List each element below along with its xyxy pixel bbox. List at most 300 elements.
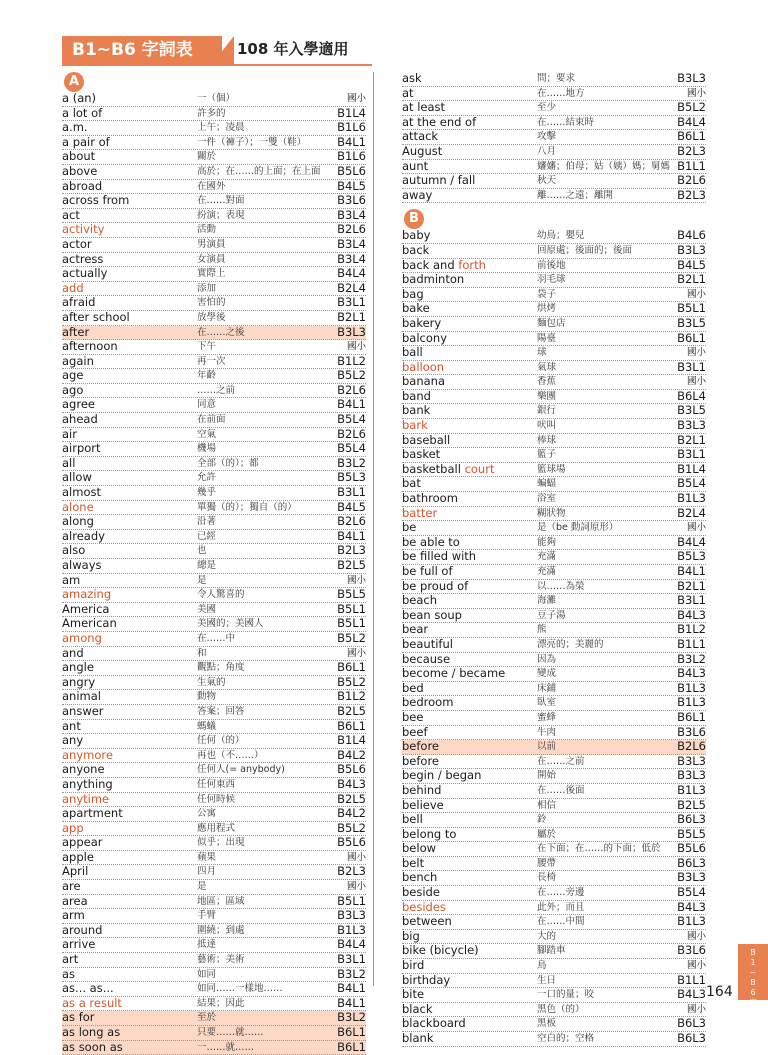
entry-lesson: B2L1	[337, 309, 366, 324]
entry-word: among	[62, 630, 102, 645]
entry-meaning: 海灘	[537, 595, 557, 607]
entry-meaning: 充滿	[537, 551, 557, 563]
list-item	[402, 375, 706, 390]
entry-meaning: 沿著	[197, 516, 217, 528]
list-item	[402, 799, 706, 814]
entry-meaning: 美國的；美國人	[197, 618, 264, 630]
list-item	[402, 580, 706, 595]
entry-meaning: 在前面	[197, 414, 226, 426]
entry-word: American	[62, 616, 117, 631]
entry-lesson: B2L5	[337, 558, 366, 572]
entry-lesson: B5L6	[337, 762, 366, 777]
list-item	[62, 180, 366, 195]
entry-lesson: B4L1	[337, 528, 366, 543]
entry-meaning: 至少	[537, 102, 557, 114]
entry-word: beautiful	[402, 636, 453, 651]
entry-word: are	[62, 879, 81, 894]
list-item	[62, 413, 366, 428]
entry-meaning: 充滿	[537, 566, 557, 577]
entry-lesson: B2L1	[677, 432, 706, 447]
word-list-b	[402, 229, 706, 1046]
entry-lesson: B1L2	[337, 353, 366, 368]
entry-meaning: 一……就……	[197, 1041, 255, 1053]
entry-word: and	[62, 645, 84, 660]
side-index-tab: B 1 ~ B 6 字 詞 表	[738, 944, 768, 1000]
list-item	[62, 253, 366, 268]
list-item	[62, 997, 366, 1012]
entry-lesson: B3L6	[677, 724, 706, 739]
entry-word: blackboard	[402, 1016, 466, 1031]
entry-lesson: 國小	[346, 647, 366, 659]
entry-lesson: B3L5	[677, 403, 706, 418]
list-item	[402, 638, 706, 653]
entry-meaning: 熊	[537, 624, 547, 636]
entry-word: afternoon	[62, 339, 118, 354]
entry-lesson: B2L5	[337, 703, 366, 718]
entry-lesson: B4L3	[677, 899, 706, 914]
list-item	[402, 259, 706, 274]
list-item	[62, 530, 366, 545]
header-underline	[62, 64, 372, 66]
entry-lesson: B6L1	[337, 660, 366, 675]
word-list-a-continued	[402, 72, 706, 203]
entry-lesson: B5L4	[337, 412, 366, 427]
list-item	[62, 457, 366, 472]
entry-lesson: B4L4	[337, 937, 366, 952]
entry-word: anyone	[62, 762, 105, 777]
entry-word: belt	[402, 855, 425, 870]
entry-meaning: 應用程式	[197, 822, 236, 834]
entry-word: believe	[402, 797, 444, 812]
entry-word: appear	[62, 835, 103, 850]
entry-lesson: B1L6	[337, 120, 366, 135]
list-item	[402, 317, 706, 332]
entry-lesson: B1L2	[677, 622, 706, 637]
entry-lesson: B6L1	[337, 1039, 366, 1054]
entry-word: bear	[402, 622, 429, 637]
entry-lesson: B3L3	[677, 753, 706, 768]
entry-word: batter	[402, 505, 438, 520]
entry-word: begin / began	[402, 768, 482, 783]
entry-lesson: B2L4	[677, 505, 706, 520]
list-item	[402, 346, 706, 361]
entry-lesson: B4L2	[337, 806, 366, 821]
list-item	[402, 974, 706, 989]
entry-lesson: B1L3	[677, 914, 706, 929]
entry-meaning: 變成	[537, 668, 557, 680]
entry-word: banana	[402, 374, 446, 389]
entry-meaning: 在國外	[197, 180, 226, 192]
entry-word: answer	[62, 703, 104, 718]
entry-lesson: B2L6	[677, 739, 706, 754]
entry-word: angle	[62, 660, 94, 675]
entry-word: anymore	[62, 747, 113, 762]
entry-lesson: B5L2	[677, 100, 706, 115]
entry-word: between	[402, 914, 452, 929]
list-item	[62, 793, 366, 808]
entry-word: apartment	[62, 806, 123, 821]
entry-meaning: 烘烤	[537, 303, 557, 315]
entry-word: as soon as	[62, 1039, 123, 1054]
entry-lesson: B1L4	[337, 105, 366, 120]
entry-lesson: B1L3	[337, 922, 366, 937]
list-item	[402, 682, 706, 697]
entry-word: belong to	[402, 826, 457, 841]
entry-meaning: 下午	[197, 341, 217, 353]
entry-word: all	[62, 455, 76, 470]
list-item	[62, 107, 366, 122]
entry-meaning: 麵包店	[537, 317, 566, 329]
entry-lesson: B2L3	[337, 543, 366, 558]
entry-meaning: 觀點；角度	[197, 662, 245, 674]
entry-lesson: B2L1	[677, 578, 706, 593]
entry-word: always	[62, 558, 102, 572]
entry-word: alone	[62, 499, 94, 514]
entry-lesson: B1L3	[677, 782, 706, 797]
entry-lesson: B3L1	[337, 295, 366, 310]
entry-word: at least	[402, 100, 446, 115]
list-item	[402, 696, 706, 711]
entry-word: amazing	[62, 587, 112, 602]
entry-meaning: 一口的量；咬	[537, 989, 595, 1001]
list-item	[62, 953, 366, 968]
list-item	[62, 559, 366, 574]
entry-lesson: B2L3	[337, 864, 366, 879]
entry-meaning: 攻擊	[537, 131, 557, 143]
entry-meaning: 任何（的）	[197, 735, 245, 747]
entry-meaning: 黑色（的）	[537, 1003, 585, 1015]
entry-lesson: 國小	[346, 341, 366, 353]
entry-lesson: B2L6	[337, 514, 366, 529]
column-divider	[373, 72, 374, 986]
entry-meaning: 至於	[197, 1012, 217, 1024]
entry-word: ahead	[62, 412, 98, 427]
list-item	[62, 194, 366, 209]
entry-meaning: 令人驚喜的	[197, 589, 245, 601]
entry-lesson: 國小	[686, 522, 706, 534]
entry-lesson: B3L2	[677, 651, 706, 666]
entry-word: away	[402, 187, 433, 202]
list-item	[402, 959, 706, 974]
entry-lesson: 國小	[686, 960, 706, 972]
entry-lesson: B2L5	[677, 797, 706, 812]
entry-meaning: 在……之後	[197, 326, 245, 338]
list-item	[62, 851, 366, 866]
entry-meaning: 手臂	[197, 910, 217, 922]
entry-lesson: B6L1	[677, 129, 706, 144]
entry-meaning: 嬸嬸；伯母；姑（姨）媽；舅媽	[537, 160, 671, 172]
entry-meaning: 機場	[197, 443, 217, 455]
entry-word: ago	[62, 382, 84, 397]
list-item	[62, 136, 366, 151]
entry-word: August	[402, 143, 443, 158]
list-item	[62, 223, 366, 238]
list-item	[62, 661, 366, 676]
entry-meaning: 黑板	[537, 1018, 557, 1030]
entry-meaning: 腰帶	[537, 857, 557, 869]
entry-lesson: B3L3	[677, 768, 706, 783]
entry-word: be full of	[402, 564, 453, 578]
entry-word: ball	[402, 345, 423, 360]
entry-lesson: B4L4	[337, 266, 366, 281]
entry-word: bike (bicycle)	[402, 943, 479, 958]
entry-meaning: 單獨（的）；獨自（的）	[197, 501, 297, 513]
list-item	[62, 165, 366, 180]
entry-meaning: 生日	[537, 974, 557, 986]
entry-meaning: 回原處；後面的；後面	[537, 244, 633, 256]
section-letter-a: A	[64, 72, 84, 92]
list-item	[402, 769, 706, 784]
list-item	[402, 434, 706, 449]
list-item	[402, 145, 706, 160]
entry-meaning: 生氣的	[197, 676, 226, 688]
entry-lesson: B3L3	[677, 418, 706, 433]
entry-word: bakery	[402, 315, 442, 330]
list-item	[402, 1003, 706, 1018]
entry-meaning: 答案；回答	[197, 705, 245, 717]
entry-word: black	[402, 1001, 433, 1016]
entry-meaning: 一（個）	[197, 93, 236, 104]
entry-meaning: 是	[197, 574, 207, 586]
list-item	[62, 763, 366, 778]
entry-meaning: 香蕉	[537, 376, 557, 388]
entry-meaning: ……之前	[197, 384, 236, 396]
entry-lesson: B2L5	[337, 791, 366, 806]
entry-word: birthday	[402, 972, 451, 987]
entry-meaning: 此外；而且	[537, 901, 585, 913]
entry-word: basket	[402, 447, 441, 462]
entry-meaning: 是	[197, 881, 207, 893]
list-item	[402, 189, 706, 204]
entry-meaning: 豆子湯	[537, 609, 566, 621]
entry-meaning: 蜜蜂	[537, 711, 557, 723]
entry-meaning: 開始	[537, 770, 557, 782]
entry-lesson: B2L4	[337, 280, 366, 295]
entry-word: activity	[62, 222, 105, 237]
entry-lesson: B6L1	[677, 330, 706, 345]
entry-word: abroad	[62, 178, 103, 193]
entry-lesson: 國小	[686, 288, 706, 300]
entry-lesson: B5L6	[337, 163, 366, 178]
list-item	[62, 895, 366, 910]
entry-word: be filled with	[402, 549, 477, 564]
entry-lesson: B6L1	[677, 709, 706, 724]
entry-meaning: 糊狀物	[537, 507, 566, 519]
list-item	[402, 116, 706, 131]
entry-meaning: 問；要求	[537, 73, 576, 84]
entry-lesson: B1L1	[677, 636, 706, 651]
entry-lesson: 國小	[346, 851, 366, 863]
entry-meaning: 能夠	[537, 536, 557, 548]
entry-word: across from	[62, 193, 130, 208]
list-item	[62, 647, 366, 662]
list-item	[402, 536, 706, 551]
entry-word: as for	[62, 1010, 95, 1025]
entry-word: art	[62, 952, 79, 967]
entry-lesson: B5L2	[337, 674, 366, 689]
entry-meaning: 總是	[197, 560, 217, 571]
entry-meaning: 球	[537, 347, 547, 359]
entry-lesson: B6L1	[337, 1025, 366, 1039]
entry-meaning: 許多的	[197, 107, 226, 119]
entry-word: am	[62, 572, 81, 587]
entry-word: bag	[402, 286, 424, 301]
entry-word: as... as...	[62, 981, 114, 996]
entry-lesson: 國小	[346, 93, 366, 104]
entry-lesson: B4L3	[677, 607, 706, 622]
entry-lesson: B5L1	[337, 893, 366, 908]
list-item	[402, 565, 706, 580]
entry-lesson: B4L5	[337, 178, 366, 193]
list-item	[62, 938, 366, 953]
entry-meaning: 棒球	[537, 434, 557, 446]
entry-meaning: 男演員	[197, 238, 226, 250]
list-item	[62, 690, 366, 705]
entry-lesson: B5L2	[337, 820, 366, 835]
entry-word: balcony	[402, 330, 447, 345]
entry-word: below	[402, 841, 437, 856]
entry-word: baby	[402, 228, 431, 243]
entry-word: be	[402, 520, 417, 535]
list-item	[402, 130, 706, 145]
entry-lesson: B1L3	[677, 680, 706, 695]
entry-lesson: B5L5	[677, 826, 706, 841]
list-item	[402, 988, 706, 1003]
entry-lesson: B5L3	[337, 470, 366, 485]
entry-lesson: B5L1	[337, 616, 366, 631]
entry-lesson: B5L3	[677, 549, 706, 564]
entry-word: bathroom	[402, 491, 458, 506]
entry-meaning: 籃子	[537, 449, 557, 461]
entry-lesson: 國小	[686, 376, 706, 388]
list-item	[62, 880, 366, 895]
entry-meaning: 幼鳥；嬰兒	[537, 230, 585, 242]
list-item	[62, 865, 366, 880]
header-title: B1~B6 字詞表	[62, 36, 222, 64]
list-item	[62, 398, 366, 413]
entry-word: April	[62, 864, 89, 879]
entry-word: a.m.	[62, 120, 88, 135]
entry-word: as	[62, 966, 76, 981]
entry-meaning: 活動	[197, 224, 217, 236]
entry-word: almost	[62, 485, 101, 500]
section-letter-b: B	[404, 209, 424, 229]
entry-meaning: 籃球場	[537, 463, 566, 475]
entry-lesson: B5L1	[677, 301, 706, 316]
list-item	[62, 574, 366, 589]
entry-lesson: B4L1	[677, 564, 706, 578]
list-item	[402, 72, 706, 87]
entry-word: already	[62, 528, 105, 543]
entry-lesson: 國小	[686, 347, 706, 359]
entry-word: blank	[402, 1031, 434, 1045]
list-item	[402, 463, 706, 478]
entry-meaning: 圍繞；到處	[197, 924, 245, 936]
entry-word: beach	[402, 593, 438, 608]
list-item	[402, 871, 706, 886]
entry-meaning: 美國	[197, 603, 217, 615]
entry-lesson: B4L3	[677, 666, 706, 681]
entry-meaning: 扮演；表現	[197, 209, 245, 221]
entry-meaning: 大的	[537, 930, 557, 942]
list-item	[62, 340, 366, 355]
page-header	[62, 36, 370, 66]
entry-word: bean soup	[402, 607, 462, 622]
entry-lesson: B3L3	[677, 242, 706, 257]
entry-word: at the end of	[402, 114, 477, 129]
entry-lesson: B4L6	[677, 228, 706, 243]
entry-word: about	[62, 149, 96, 164]
entry-word: badminton	[402, 272, 465, 287]
entry-word: area	[62, 893, 88, 908]
list-item	[402, 160, 706, 175]
entry-lesson: B3L1	[337, 952, 366, 967]
entry-word: be able to	[402, 534, 460, 549]
entry-word: band	[402, 388, 431, 403]
list-item	[402, 229, 706, 244]
list-item	[62, 282, 366, 297]
entry-lesson: B5L2	[337, 630, 366, 645]
list-item	[62, 1026, 366, 1041]
entry-meaning: 鳥	[537, 960, 547, 972]
entry-word: afraid	[62, 295, 96, 310]
entry-meaning: 是（be 動詞原形）	[537, 522, 619, 534]
list-item	[402, 711, 706, 726]
entry-lesson: B4L5	[337, 499, 366, 514]
entry-lesson: B3L4	[337, 251, 366, 266]
list-item	[402, 828, 706, 843]
list-item	[402, 726, 706, 741]
entry-meaning: 似乎；出現	[197, 837, 245, 849]
list-item	[62, 544, 366, 559]
entry-meaning: 在……對面	[197, 195, 245, 207]
list-item	[402, 653, 706, 668]
entry-lesson: B1L3	[677, 695, 706, 710]
list-item	[402, 361, 706, 376]
entry-lesson: B5L1	[337, 601, 366, 616]
list-item	[62, 778, 366, 793]
entry-word: any	[62, 733, 84, 748]
entry-lesson: B3L2	[337, 966, 366, 981]
list-item	[402, 492, 706, 507]
list-item	[402, 915, 706, 930]
entry-lesson: 國小	[346, 881, 366, 893]
entry-meaning: 氣球	[537, 361, 557, 373]
entry-lesson: B1L6	[337, 149, 366, 164]
entry-lesson: B6L1	[337, 718, 366, 733]
entry-lesson: B1L4	[677, 461, 706, 476]
entry-word: as long as	[62, 1025, 121, 1039]
entry-lesson: B4L1	[337, 981, 366, 996]
entry-meaning: 全部（的）；都	[197, 457, 259, 469]
entry-word: bank	[402, 403, 431, 418]
entry-meaning: 漂亮的；美麗的	[537, 638, 604, 650]
list-item	[402, 886, 706, 901]
entry-lesson: B2L6	[337, 426, 366, 441]
list-item	[402, 550, 706, 565]
entry-meaning: 已經	[197, 530, 217, 542]
entry-meaning: 牛肉	[537, 726, 557, 738]
entry-meaning: 羽毛球	[537, 274, 566, 286]
list-item	[402, 507, 706, 522]
entry-lesson: B3L6	[677, 943, 706, 958]
entry-meaning: 害怕的	[197, 297, 226, 309]
page-number: 164	[706, 984, 733, 1000]
entry-word: at	[402, 85, 414, 100]
list-item	[62, 836, 366, 851]
entry-lesson: B4L4	[677, 534, 706, 549]
list-item	[402, 901, 706, 916]
